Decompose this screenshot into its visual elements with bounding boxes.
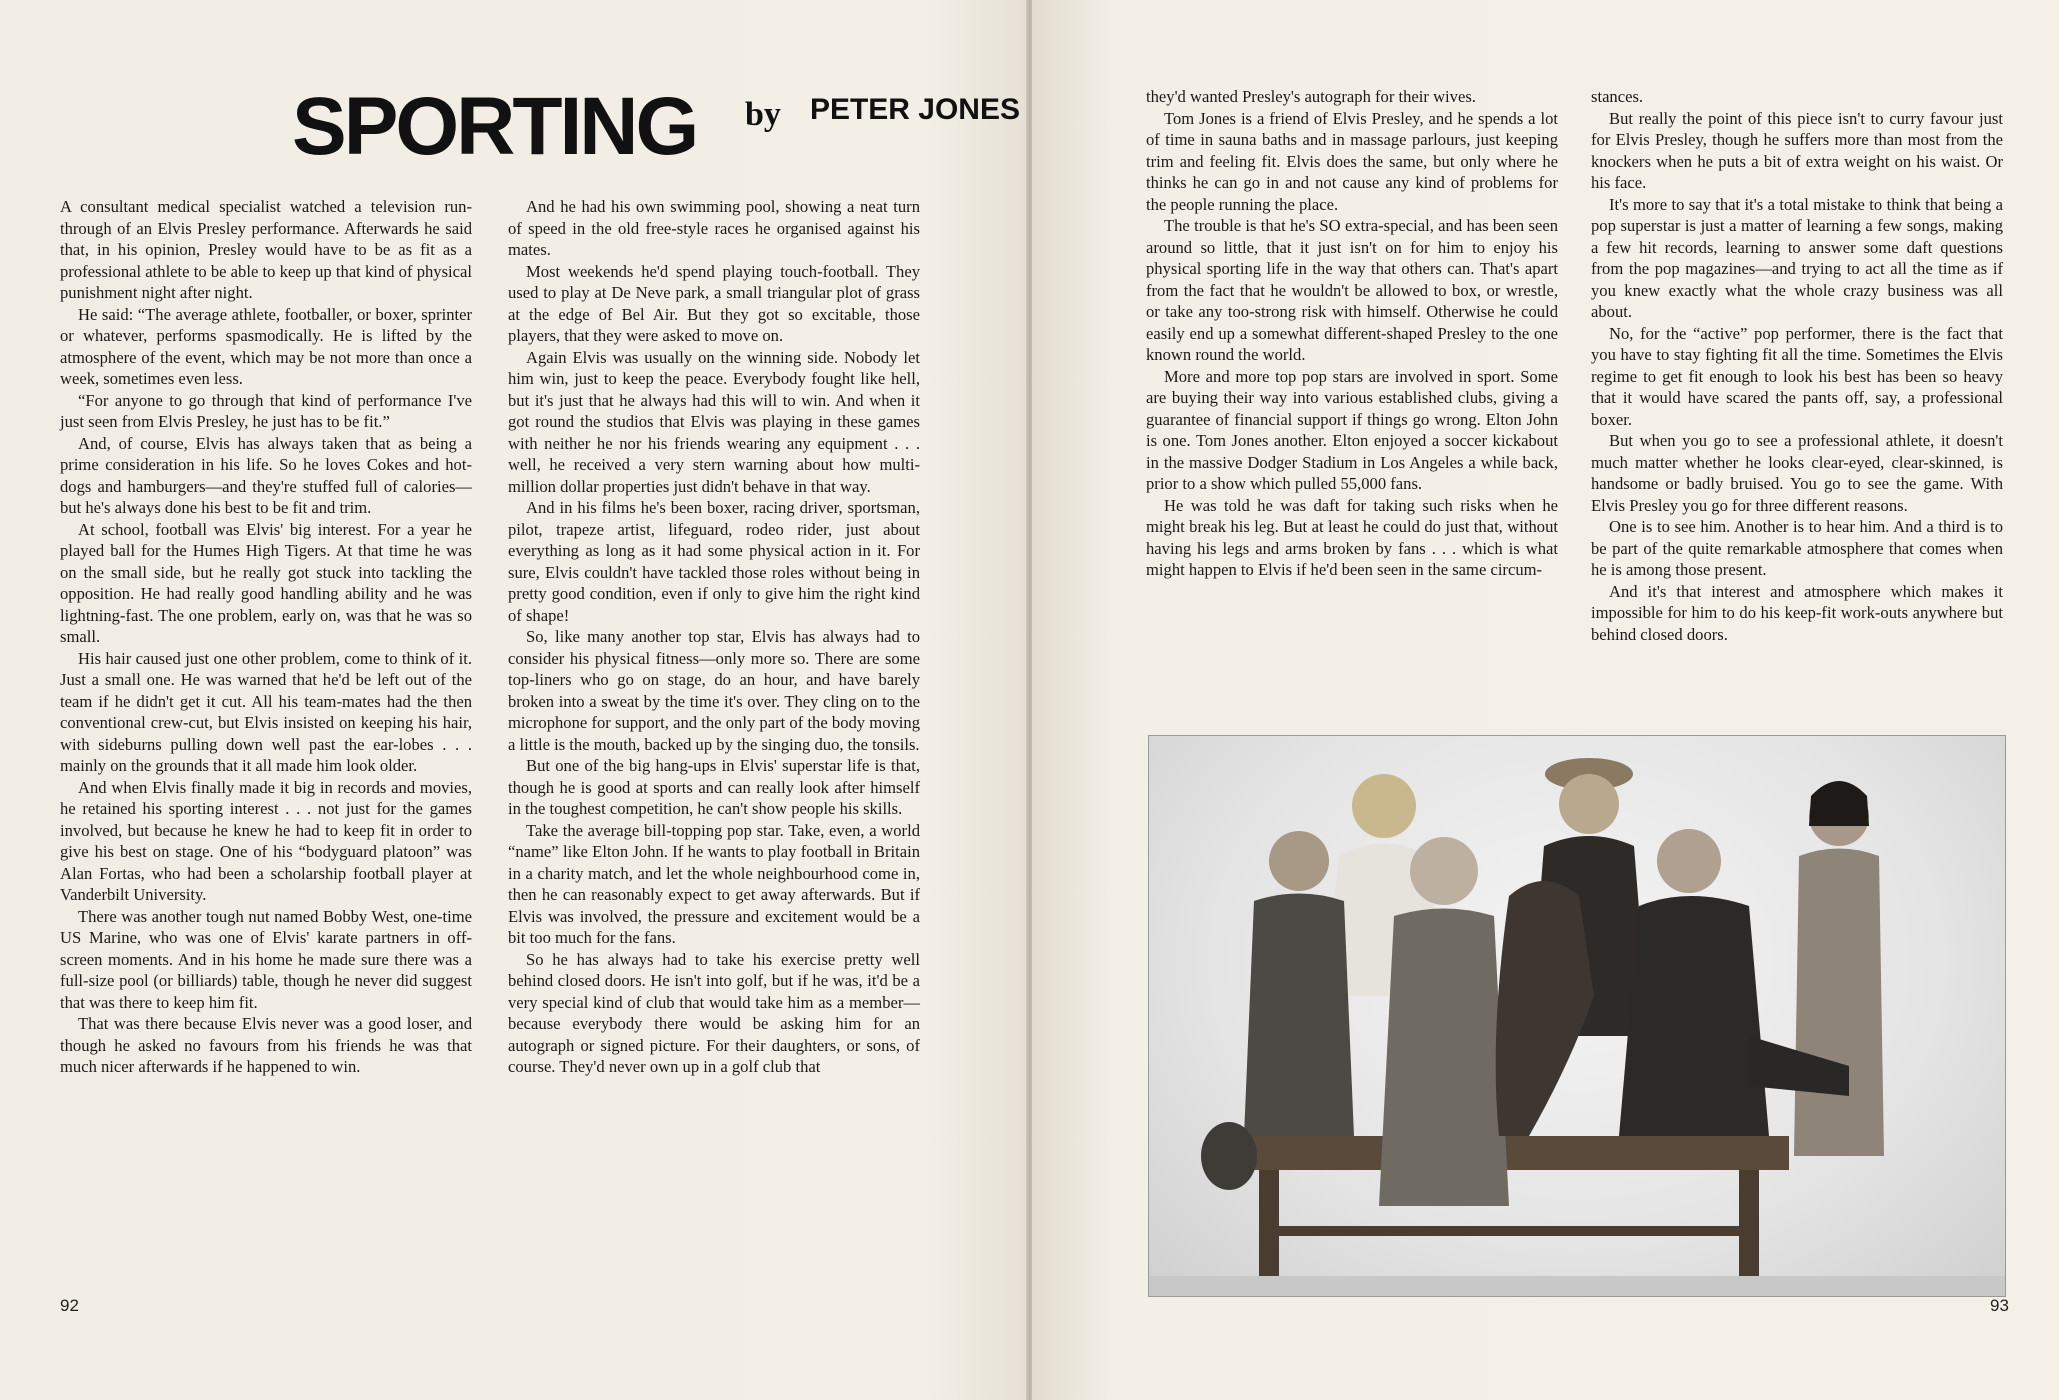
- paragraph: He was told he was daft for taking such risks when he might break his leg. But at least he could do just that, without having his legs and arms broken by fans . . . which is what might happen to Elvis if he'd been seen in the same circum-: [1146, 495, 1558, 579]
- byline-author: PETER JONES: [809, 93, 1020, 126]
- person-head: [1269, 831, 1329, 891]
- person-body: [1379, 909, 1509, 1207]
- group-photo: [1148, 735, 2006, 1297]
- paragraph: So, like many another top star, Elvis has always had to consider his physical fitness—only more so. There are some top-liners who go on stage, do an hour, and have barely broken into a sweat by the time it's over. They cling on to the microphone for support, and the only part of the body moving a little is the mouth, backed up by the singing duo, the tonsils.: [508, 627, 920, 754]
- group-photo-illustration: [1149, 736, 2005, 1296]
- paragraph: At school, football was Elvis' big interest. For a year he played ball for the Humes High Tigers. At that time he was on the small side, but he really got stuck into tackling the opposition. He had really good handling ability and he was lightning-fast. The one problem, early on, was that he was so small.: [60, 519, 472, 646]
- paragraph: The trouble is that he's SO extra-special, and has been seen around so little, that it just isn't on for him to enjoy his physical sporting life in the way that others can. That's apart from the fact that he wouldn't be allowed to box, or wrestle, or take any too-strong risk with himself. Otherwise he could easily end up a somewhat different-shaped Presley to the one known round the world.: [1146, 216, 1558, 364]
- paragraph: It's more to say that it's a total mistake to think that being a pop superstar is just a matter of learning a few songs, making a few hit records, learning to answer some daft questions from the pop magazines—and trying to act all the time as if you knew exactly what the whole crazy business was all about.: [1591, 194, 2003, 321]
- paragraph: There was another tough nut named Bobby West, one-time US Marine, who was one of Elvis' karate partners in off-screen moments. And in his home he made sure there was a full-size pool (or billiards) table, though he never did suggest that was there to keep him fit.: [60, 906, 472, 1012]
- person-head: [1657, 829, 1721, 893]
- person-head: [1410, 837, 1478, 905]
- right-page: [1032, 0, 2059, 1400]
- paragraph: A consultant medical specialist watched a television run-through of an Elvis Presley performance. Afterwards he said that, in his opinion, Presley would have to be as fit as a professional athlete to be able to keep up that kind of physical punishment night after night.: [60, 197, 472, 302]
- paragraph: One is to see him. Another is to hear him. And a third is to be part of the quite remarkable atmosphere that comes when he is among those present.: [1591, 517, 2003, 579]
- paragraph: But really the point of this piece isn't to curry favour just for Elvis Presley, though he suffers more than most from the knockers when he puts a bit of extra weight on his waist. Or his face.: [1591, 108, 2003, 192]
- paragraph: That was there because Elvis never was a good loser, and though he asked no favours from his friends he was that much nicer afterwards if he happened to win.: [60, 1014, 472, 1076]
- person-body: [1619, 896, 1769, 1136]
- paragraph: And it's that interest and atmosphere which makes it impossible for him to do his keep-fit work-outs anywhere but behind closed doors.: [1591, 581, 2003, 644]
- byline-by: by: [745, 96, 781, 133]
- paragraph: stances.: [1591, 87, 1644, 106]
- paragraph: “For anyone to go through that kind of performance I've just seen from Elvis Presley, he just has to be fit.”: [60, 390, 472, 431]
- paragraph: He said: “The average athlete, footballer, or boxer, sprinter or whatever, performs spasmodically. He is lifted by the atmosphere of the event, which may be not more than once a week, sometimes even less.: [60, 304, 472, 388]
- page-number-right: 93: [1990, 1296, 2009, 1315]
- text-column-2: [508, 196, 920, 1078]
- floor-shadow: [1149, 1276, 2005, 1296]
- article-title: SPORTING: [292, 81, 697, 172]
- paragraph: But one of the big hang-ups in Elvis' superstar life is that, though he is good at sports and can really look after himself in the toughest competition, he can't show people his skills.: [508, 756, 920, 818]
- paragraph: Most weekends he'd spend playing touch-football. They used to play at De Neve park, a small triangular plot of grass at the edge of Bel Air. But they got so excitable, those players, that they were asked to move on.: [508, 261, 920, 345]
- bench-rail: [1259, 1226, 1759, 1236]
- paragraph: More and more top pop stars are involved in sport. Some are buying their way into various established clubs, giving a guarantee of financial support if things go wrong. Elton John is one. Tom Jones another. Elton enjoyed a soccer kickabout in the massive Dodger Stadium in Los Angeles a while back, prior to a show which pulled 55,000 fans.: [1146, 366, 1558, 493]
- paragraph: His hair caused just one other problem, come to think of it. Just a small one. He was warned that he'd be left out of the team if he didn't get it cut. All his team-mates had the then conventional crew-cut, but Elvis insisted on keeping his hair, with sideburns pulling down well past the ear-lobes . . . mainly on the grounds that it all made him look older.: [60, 648, 472, 775]
- cap: [1201, 1122, 1257, 1190]
- person-body: [1794, 849, 1884, 1157]
- page-number-left: 92: [60, 1296, 79, 1315]
- paragraph: And when Elvis finally made it big in records and movies, he retained his sporting interest . . . not just for the games involved, but because he knew he had to keep fit in order to give his best on stage. One of his “bodyguard platoon” was Alan Fortas, who had been a scholarship football player at Vanderbilt University.: [60, 777, 472, 904]
- paragraph: And he had his own swimming pool, showing a neat turn of speed in the old free-style races he organised against his mates.: [508, 197, 920, 259]
- paragraph: Again Elvis was usually on the winning side. Nobody let him win, just to keep the peace. Everybody fought like hell, but it's just that he always had this will to win. And when it got round the studios that Elvis was playing in these games with neither he nor his friends wearing any equipment . . . well, he received a very stern warning about how multi-million dollar properties just didn't behave in that way.: [508, 347, 920, 496]
- paragraph: And in his films he's been boxer, racing driver, sportsman, pilot, trapeze artist, lifeguard, rodeo rider, just about everything as long as it had some physical action in it. For sure, Elvis couldn't have tackled those roles without being in pretty good condition, even if only to give him the right kind of shape!: [508, 498, 920, 625]
- paragraph: they'd wanted Presley's autograph for their wives.: [1146, 87, 1476, 106]
- text-column-4: [1591, 86, 2003, 645]
- bench-leg: [1739, 1170, 1759, 1280]
- dog: [1496, 881, 1594, 1136]
- person-head: [1352, 774, 1416, 838]
- bench-seat: [1229, 1136, 1789, 1170]
- bench-leg: [1259, 1170, 1279, 1280]
- person-body: [1244, 894, 1354, 1137]
- person-hair: [1809, 781, 1869, 826]
- paragraph: But when you go to see a professional athlete, it doesn't much matter whether he looks clear-eyed, clear-skinned, is handsome or badly bruised. You go to see the game. With Elvis Presley you go for three different reasons.: [1591, 431, 2003, 515]
- paragraph: So he has always had to take his exercise pretty well behind closed doors. He isn't into golf, but if he was, it'd be a very special kind of club that would take him as a member—because everybody there would be asking him for an autograph or signed picture. For their daughters, or sons, of course. They'd never own up in a golf club that: [508, 949, 920, 1076]
- paragraph: Take the average bill-topping pop star. Take, even, a world “name” like Elton John. If he wants to play football in Britain in a charity match, and let the whole neighbourhood come in, then he can reasonably expect to get away afterwards. But if Elvis was involved, the pressure and excitement would be a bit too much for the fans.: [508, 820, 920, 947]
- text-column-3: [1146, 86, 1558, 581]
- paragraph: No, for the “active” pop performer, there is the fact that you have to stay fighting fit all the time. Sometimes the Elvis regime to get fit enough to look his best has been so heavy that it would have scared the pants off, say, a professional boxer.: [1591, 323, 2003, 429]
- text-column-1: [60, 196, 472, 1078]
- left-page: [0, 0, 1028, 1400]
- paragraph: And, of course, Elvis has always taken that as being a prime consideration in his life. So he loves Cokes and hot-dogs and hamburgers—and they're stuffed full of calories—but he's always done his best to be fit and trim.: [60, 433, 472, 517]
- paragraph: Tom Jones is a friend of Elvis Presley, and he spends a lot of time in sauna baths and in massage parlours, just keeping trim and feeling fit. Elvis does the same, but only where he thinks he can go in and not cause any kind of problems for the people running the place.: [1146, 108, 1558, 214]
- person-head: [1559, 774, 1619, 834]
